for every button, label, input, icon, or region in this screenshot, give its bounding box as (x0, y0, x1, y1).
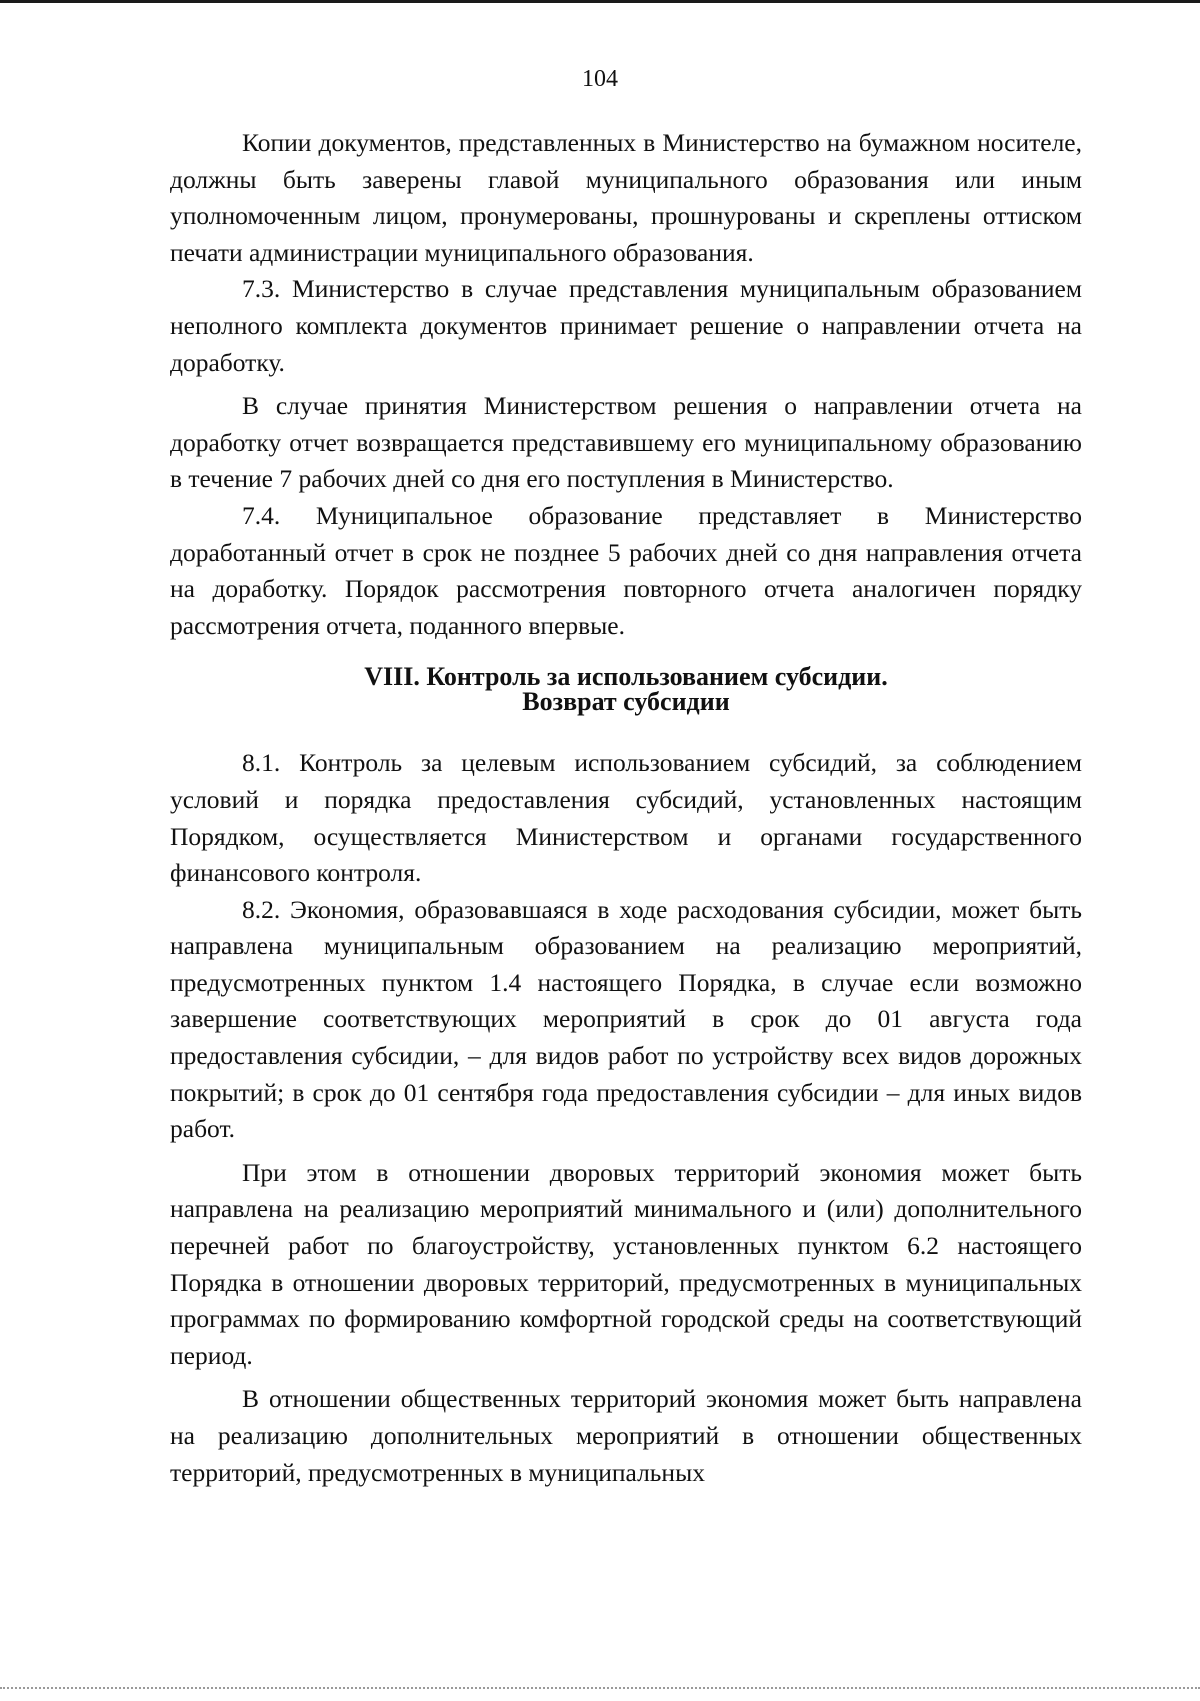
paragraph-7-3: 7.3. Министерство в случае представления муниципальным образованием неполного комплекта документов принимает решение о направлении отчета на доработку. (170, 274, 1082, 377)
document-body (170, 125, 1082, 1491)
page-number: 104 (582, 66, 618, 92)
section-heading-line-1: VIII. Контроль за использованием субсидии. (364, 662, 888, 692)
paragraph-report-return: В случае принятия Министерством решения о направлении отчета на доработку отчет возвращается представившему его муниципальному образованию в течение 7 рабочих дней со дня его поступления в Министерство. (170, 391, 1082, 494)
scan-top-edge (0, 0, 1200, 3)
section-heading-line-2: Возврат субсидии (522, 687, 730, 717)
paragraph-public-territories: В отношении общественных территорий экономия может быть направлена на реализацию дополнительных мероприятий в отношении общественных территорий, предусмотренных в муниципальных (170, 1384, 1082, 1487)
paragraph-8-1: 8.1. Контроль за целевым использованием субсидий, за соблюдением условий и порядка предоставления субсидий, установленных настоящим Порядком, осуществляется Министерством и органами государственного финансового контроля. (170, 748, 1082, 888)
paragraph-7-4: 7.4. Муниципальное образование представляет в Министерство доработанный отчет в срок не позднее 5 рабочих дней со дня направления отчета на доработку. Порядок рассмотрения повторного отчета аналогичен порядку рассмотрения отчета, поданного впервые. (170, 500, 1082, 640)
paragraph-8-2: 8.2. Экономия, образовавшаяся в ходе расходования субсидии, может быть направлена муниципальным образованием на реализацию мероприятий, предусмотренных пунктом 1.4 настоящего Порядка, в случае если возможно завершение соответствующих мероприятий в срок до 01 августа года предоставления субсидии, – для видов работ по устройству всех видов дорожных покрытий; в срок до 01 сентября года предоставления субсидии – для иных видов работ. (170, 894, 1082, 1144)
section-heading (170, 662, 1082, 717)
scan-bottom-edge (0, 1687, 1200, 1689)
paragraph-courtyard-territories: При этом в отношении дворовых территорий экономия может быть направлена на реализацию мероприятий минимального и (или) дополнительного перечней работ по благоустройству, установленных пунктом 6.2 настоящего Порядка в отношении дворовых территорий, предусмотренных в муниципальных программах по формированию комфортной городской среды на соответствующий период. (170, 1157, 1082, 1370)
paragraph-copies-certification: Копии документов, представленных в Министерство на бумажном носителе, должны быть заверены главой муниципального образования или иным уполномоченным лицом, пронумерованы, прошнурованы и скреплены оттиском печати администрации муниципального образования. (170, 128, 1082, 267)
